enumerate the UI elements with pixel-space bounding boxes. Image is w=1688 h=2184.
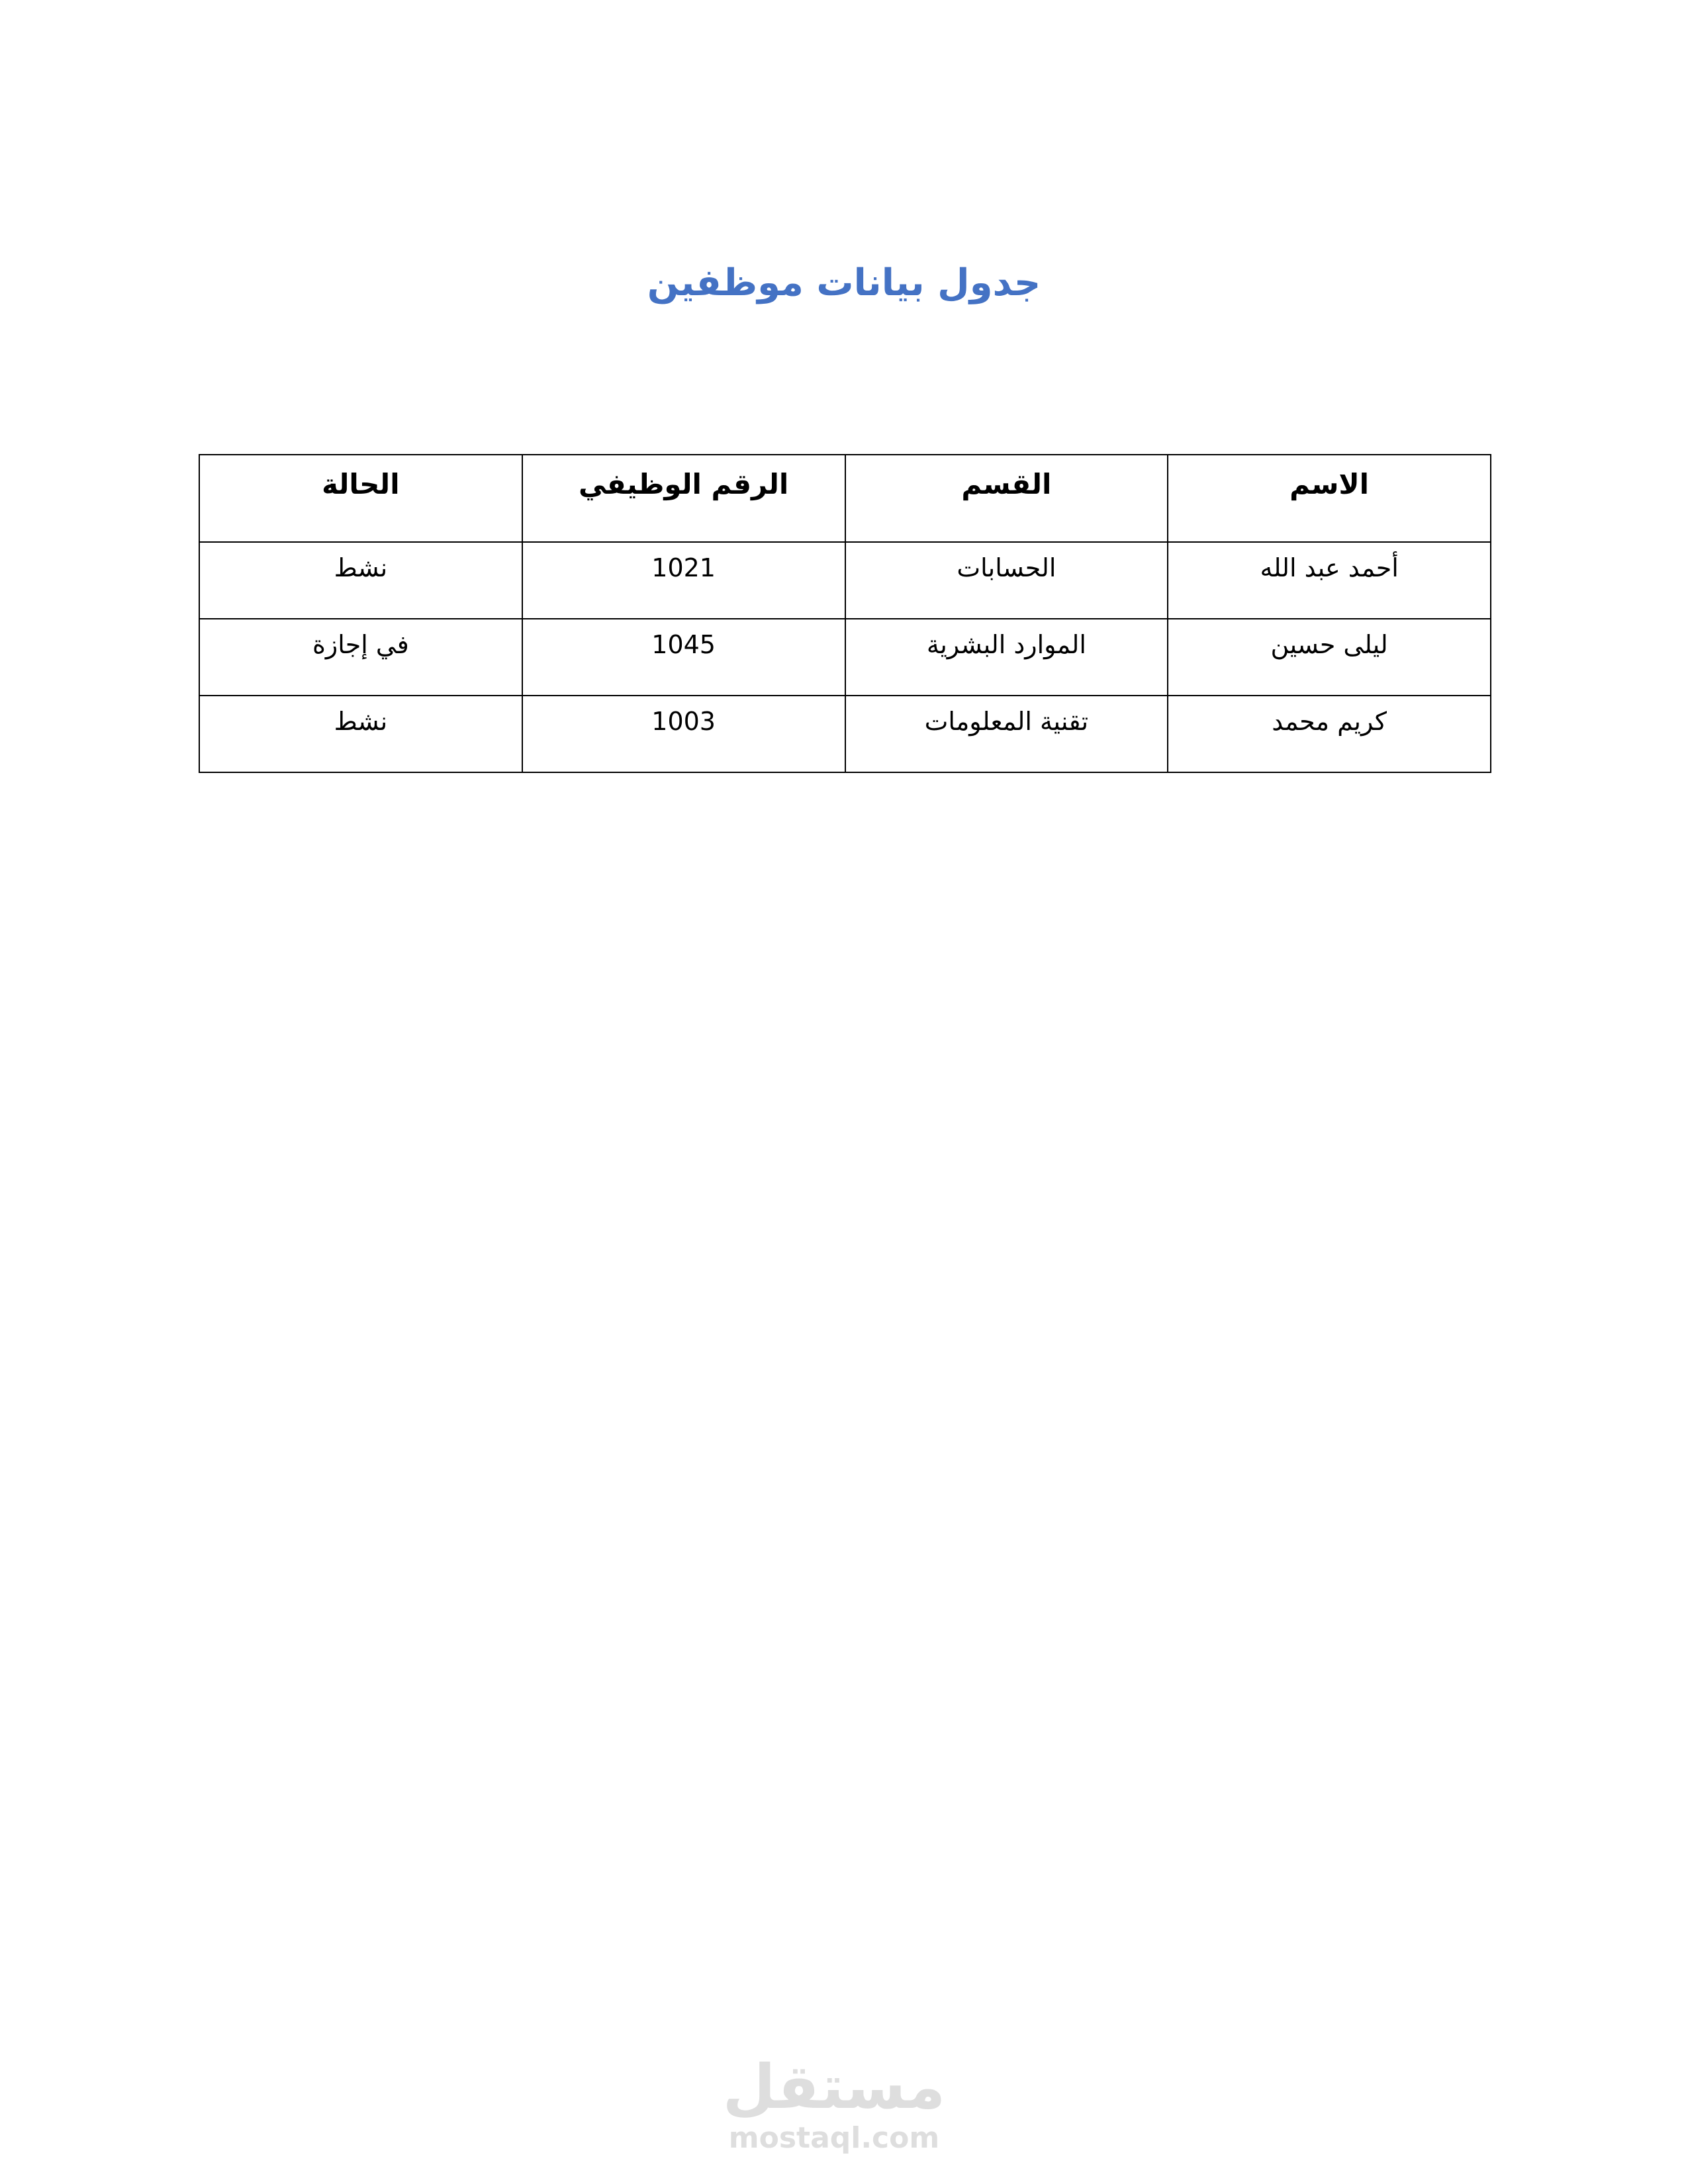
cell-name: أحمد عبد الله <box>1168 542 1491 619</box>
header-employee-id: الرقم الوظيفي <box>522 455 845 542</box>
cell-employee-id: 1003 <box>522 696 845 772</box>
watermark-logo-text: مستقل <box>722 2052 946 2122</box>
mostaql-logo-icon <box>715 2038 953 2158</box>
table-row <box>199 619 1491 696</box>
cell-status: نشط <box>199 542 522 619</box>
cell-name: ليلى حسين <box>1168 619 1491 696</box>
mostaql-watermark <box>715 2038 953 2158</box>
cell-status: نشط <box>199 696 522 772</box>
employee-table-container <box>199 454 1491 773</box>
table-header-row <box>199 455 1491 542</box>
cell-employee-id: 1021 <box>522 542 845 619</box>
header-status: الحالة <box>199 455 522 542</box>
employee-table <box>199 454 1491 773</box>
header-name: الاسم <box>1168 455 1491 542</box>
cell-employee-id: 1045 <box>522 619 845 696</box>
cell-status: في إجازة <box>199 619 522 696</box>
cell-department: الحسابات <box>845 542 1168 619</box>
table-row <box>199 696 1491 772</box>
header-department: القسم <box>845 455 1168 542</box>
watermark-site-text: mostaql.com <box>728 2121 940 2155</box>
cell-department: تقنية المعلومات <box>845 696 1168 772</box>
page-title: جدول بيانات موظفين <box>647 261 1041 304</box>
cell-department: الموارد البشرية <box>845 619 1168 696</box>
table-row <box>199 542 1491 619</box>
cell-name: كريم محمد <box>1168 696 1491 772</box>
